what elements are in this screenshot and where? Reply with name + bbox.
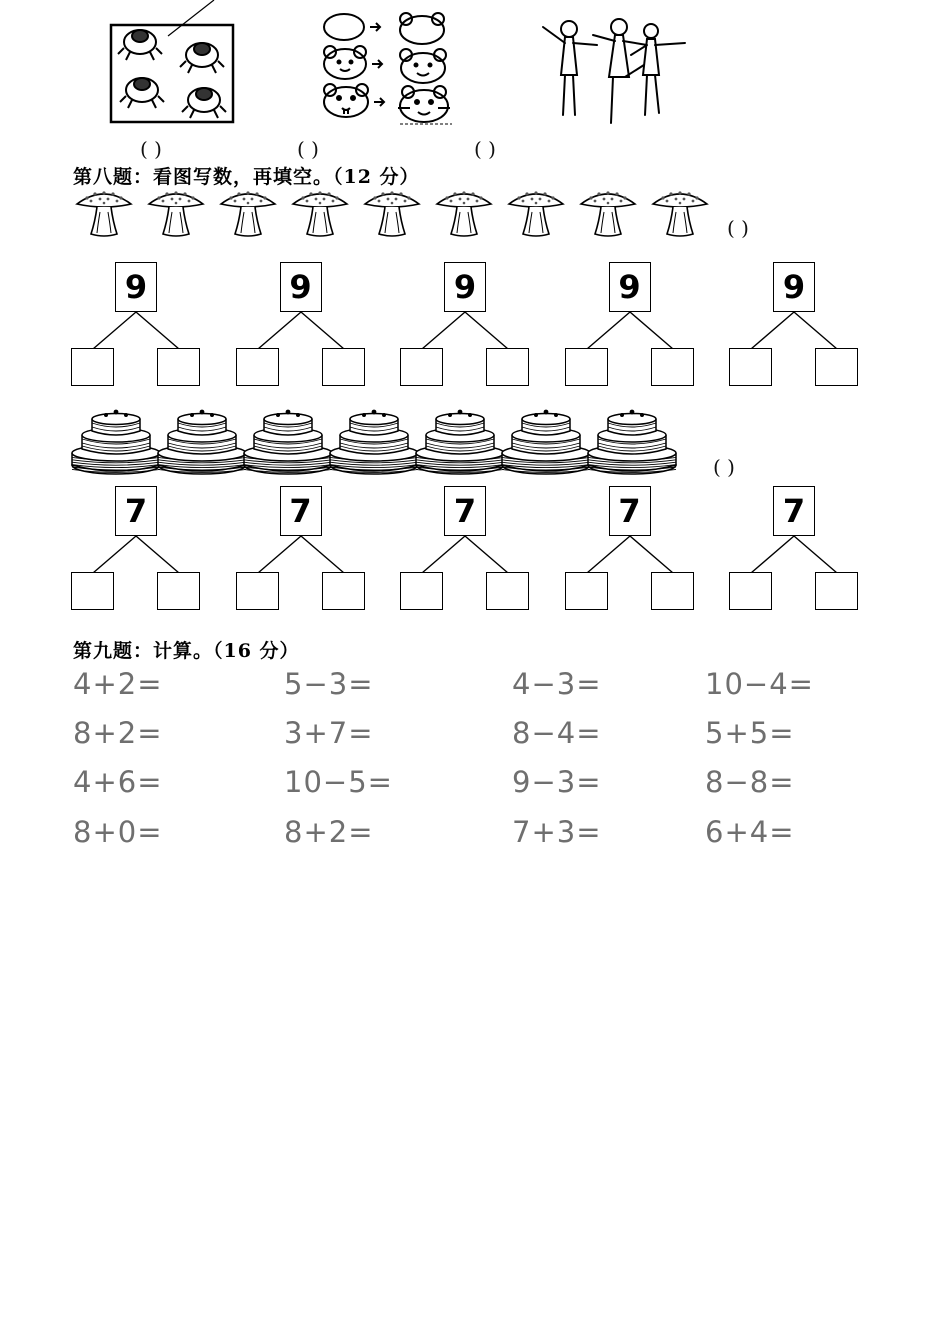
nine-tree-total-4: 9 [609,262,651,312]
equation-r3-c3[interactable]: 9−3= [512,765,602,799]
equation-r4-c2[interactable]: 8+2= [284,815,374,849]
cake-count-blank[interactable]: ( ) [713,455,735,479]
equation-r3-c1[interactable]: 4+6= [73,765,163,799]
nine-tree-total-2: 9 [280,262,322,312]
equation-r1-c1[interactable]: 4+2= [73,667,163,701]
section8-heading: 第八题：看图写数，再填空。（12 分） [73,166,420,188]
answer-blank-frogs[interactable]: ( ) [140,137,162,161]
equation-r4-c3[interactable]: 7+3= [512,815,602,849]
nine-tree-total-5: 9 [773,262,815,312]
equation-r2-c3[interactable]: 8−4= [512,716,602,750]
answer-blank-bear[interactable]: ( ) [297,137,319,161]
equation-r2-c4[interactable]: 5+5= [705,716,795,750]
equation-r1-c2[interactable]: 5−3= [284,667,374,701]
equation-r1-c4[interactable]: 10−4= [705,667,814,701]
seven-tree-total-5: 7 [773,486,815,536]
equation-r4-c1[interactable]: 8+0= [73,815,163,849]
section9-heading: 第九题：计算。（16 分） [73,640,300,662]
equation-r2-c1[interactable]: 8+2= [73,716,163,750]
seven-tree-total-3: 7 [444,486,486,536]
answer-blank-dancers[interactable]: ( ) [474,137,496,161]
seven-tree-total-1: 7 [115,486,157,536]
nine-tree-total-1: 9 [115,262,157,312]
equation-r3-c4[interactable]: 8−8= [705,765,795,799]
equation-r2-c2[interactable]: 3+7= [284,716,374,750]
equation-r1-c3[interactable]: 4−3= [512,667,602,701]
seven-tree-total-4: 7 [609,486,651,536]
equation-r3-c2[interactable]: 10−5= [284,765,393,799]
mushroom-count-blank[interactable]: ( ) [727,216,749,240]
equation-r4-c4[interactable]: 6+4= [705,815,795,849]
nine-tree-total-3: 9 [444,262,486,312]
seven-tree-total-2: 7 [280,486,322,536]
